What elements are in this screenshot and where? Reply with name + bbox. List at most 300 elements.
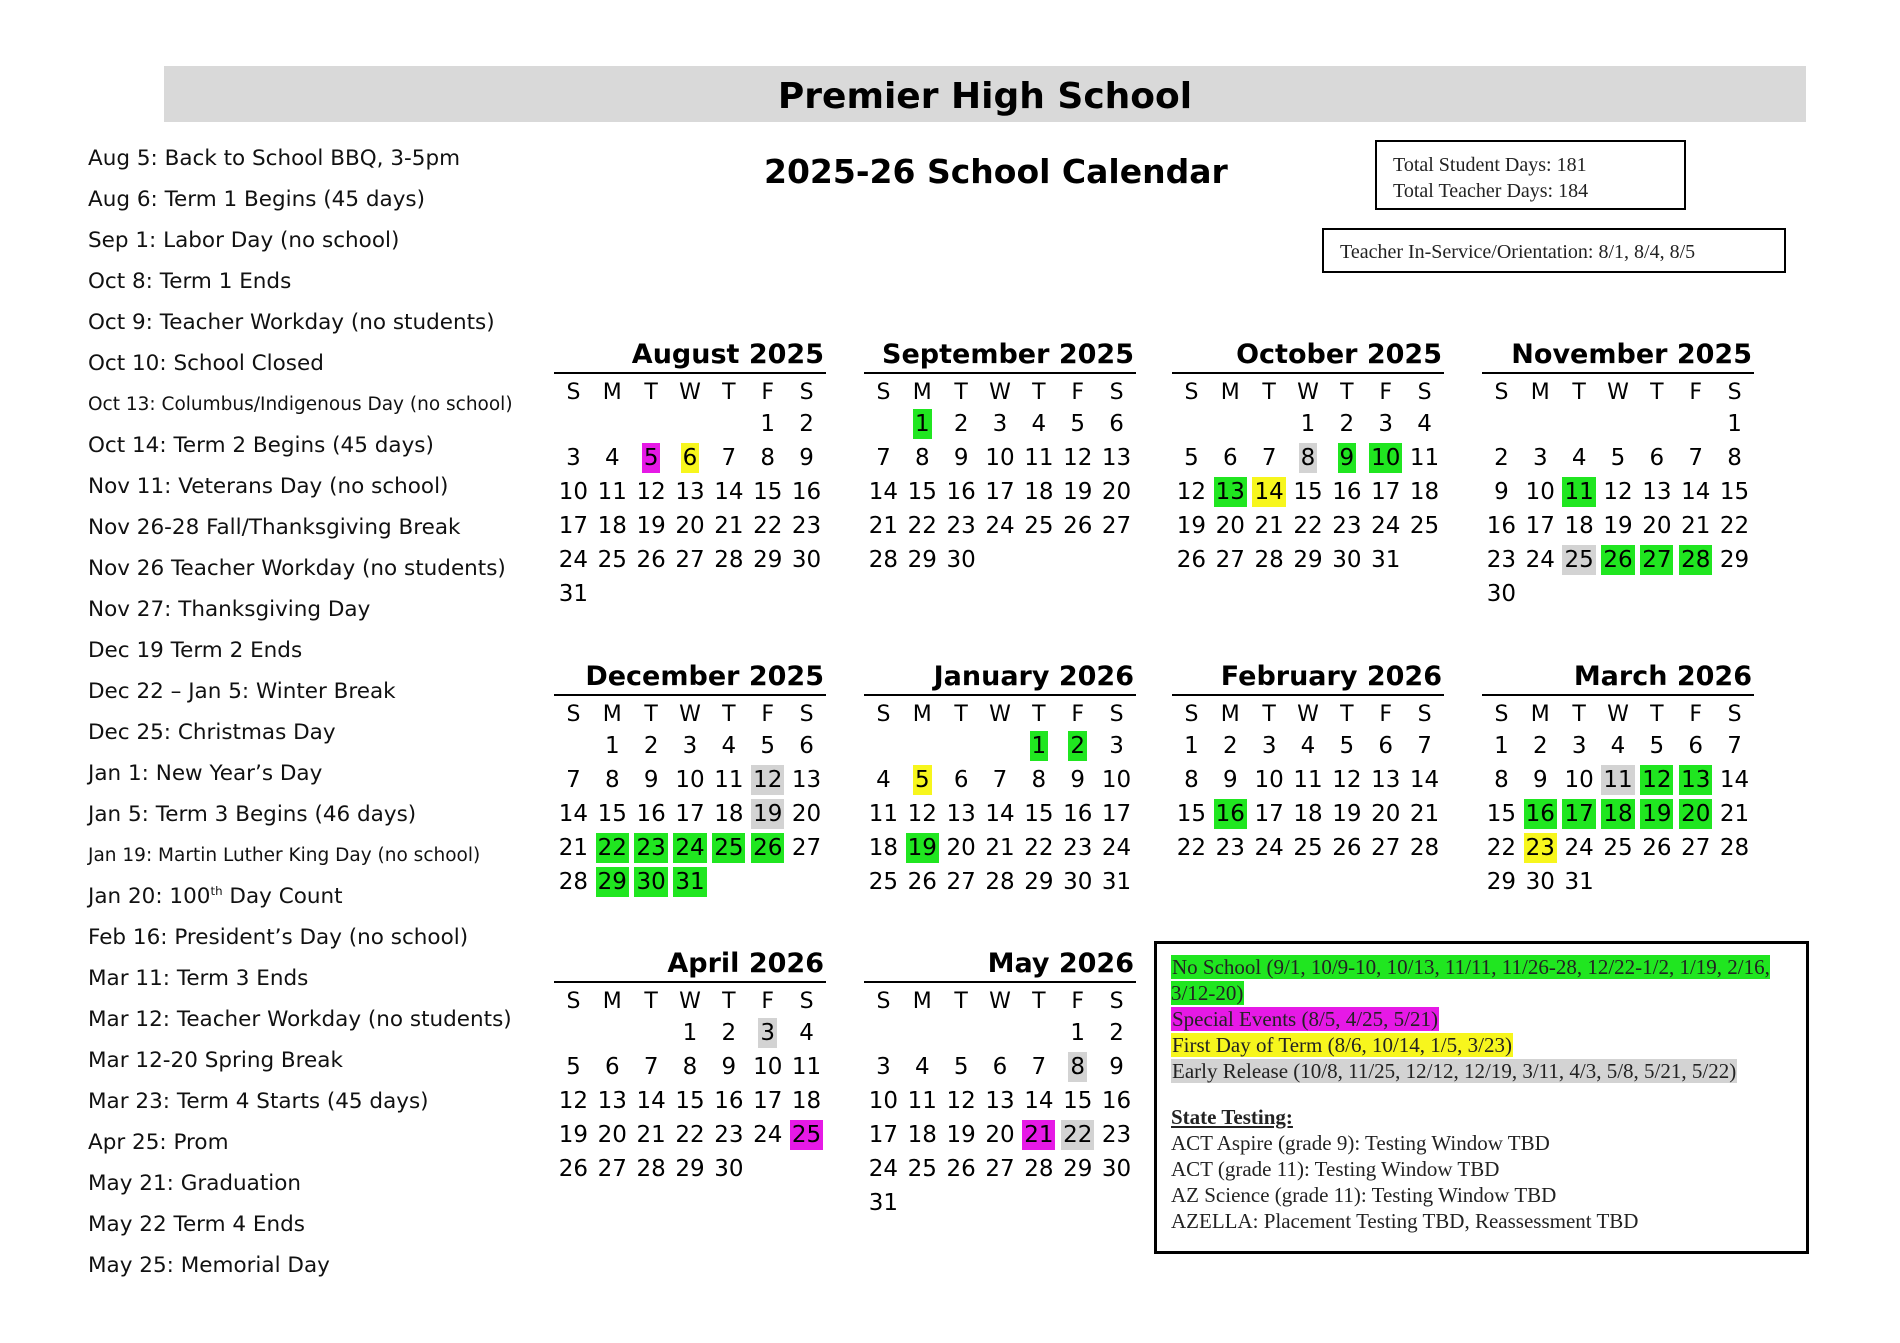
empty-cell [1599,407,1638,441]
day-cell: 21 [636,1122,666,1148]
empty-cell [864,1016,903,1050]
empty-cell [1482,407,1521,441]
day-cell: 19 [1063,479,1093,505]
weekday-header: W [989,702,1011,727]
day-cell: 29 [753,547,783,573]
empty-cell [981,1016,1020,1050]
day-cell: 25 [714,835,744,861]
weekday-header: T [954,380,968,405]
day-cell: 7 [1417,733,1432,759]
weekday-header: M [912,989,932,1014]
school-title: Premier High School [777,76,1193,117]
legend-no-school: No School (9/1, 10/9-10, 10/13, 11/11, 11/26-28, 12/22-1/2, 1/19, 2/16, 3/12-20) [1171,955,1770,1005]
day-cell: 22 [1024,835,1054,861]
weekday-header: T [1340,380,1354,405]
weekday-header: W [679,989,701,1014]
day-cell: 15 [1063,1088,1093,1114]
calendar-subtitle: 2025-26 School Calendar [764,152,1228,191]
day-cell: 28 [1254,547,1284,573]
day-cell: 4 [799,1020,814,1046]
day-cell: 6 [799,733,814,759]
day-cell: 25 [1603,835,1633,861]
day-cell: 7 [992,767,1008,793]
weekday-header: S [566,989,581,1014]
day-cell: 2 [1532,733,1548,759]
weekday-header: M [1220,702,1240,727]
day-cell: 16 [791,479,822,505]
day-cell: 25 [791,1122,822,1148]
day-cell: 10 [985,445,1015,471]
day-cell: 28 [1409,835,1440,861]
day-cell: 22 [675,1122,705,1148]
day-cell: 18 [1409,479,1440,505]
day-cell: 12 [946,1088,976,1114]
day-cell: 9 [643,767,659,793]
day-cell: 9 [1532,767,1548,793]
day-cell: 29 [1063,1156,1093,1182]
day-cell: 21 [1719,801,1750,827]
day-cell: 3 [682,733,698,759]
event-item: Aug 5: Back to School BBQ, 3-5pm [88,146,461,171]
title-banner [164,66,1806,122]
day-cell: 23 [1332,513,1362,539]
day-cell: 29 [1024,869,1054,895]
day-cell: 16 [1215,801,1245,827]
day-cell: 17 [675,801,705,827]
weekday-header: W [679,702,701,727]
weekday-header: M [912,380,932,405]
month-grid [1172,378,1444,577]
weekday-header: T [1650,702,1664,727]
weekday-header: T [644,380,658,405]
event-item: Nov 26 Teacher Workday (no students) [88,556,506,581]
event-item: Oct 13: Columbus/Indigenous Day (no school) [88,394,513,415]
month-grid [1482,700,1754,899]
day-cell: 15 [1024,801,1054,827]
empty-cell [554,1016,593,1050]
day-cell: 17 [753,1088,783,1114]
day-cell: 10 [753,1054,783,1080]
day-cell: 24 [753,1122,783,1148]
weekday-header: W [1607,380,1629,405]
month-title: March 2026 [1482,660,1754,696]
day-cell: 31 [675,869,705,895]
day-cell: 29 [675,1156,705,1182]
testing-line: AZ Science (grade 11): Testing Window TBD [1171,1183,1557,1207]
day-cell: 20 [597,1122,627,1148]
day-cell: 28 [1681,547,1711,573]
weekday-header: M [912,702,932,727]
day-cell: 23 [1486,547,1517,573]
day-cell: 25 [1409,513,1440,539]
weekday-header: S [1727,702,1742,727]
weekday-header: W [1297,380,1319,405]
day-cell: 20 [1215,513,1245,539]
weekday-header: T [954,702,968,727]
event-item: Dec 22 – Jan 5: Winter Break [88,679,396,704]
day-cell: 28 [636,1156,666,1182]
event-item: Jan 20: 100th Day Count [88,883,343,909]
day-cell: 22 [1063,1122,1093,1148]
day-cell: 28 [714,547,744,573]
day-cell: 5 [1070,411,1086,437]
empty-cell [593,1016,632,1050]
event-item: Mar 12-20 Spring Break [88,1048,343,1073]
day-cell: 12 [753,767,783,793]
empty-cell [1019,1016,1058,1050]
day-cell: 16 [1063,801,1093,827]
day-cell: 26 [1642,835,1672,861]
weekday-header: S [799,702,814,727]
event-item: May 25: Memorial Day [88,1253,330,1278]
day-cell: 25 [1564,547,1594,573]
weekday-header: T [1262,380,1276,405]
day-cell: 18 [791,1088,822,1114]
weekday-header: W [679,380,701,405]
weekday-header: M [602,989,622,1014]
weekday-header: S [1417,702,1432,727]
day-cell: 7 [1727,733,1742,759]
month-grid [554,700,826,899]
weekday-header: S [876,702,891,727]
month-calendar [1482,660,1754,899]
weekday-header: S [1109,702,1124,727]
day-cell: 19 [946,1122,976,1148]
day-cell: 15 [675,1088,705,1114]
empty-cell [671,407,710,441]
day-cell: 23 [1215,835,1245,861]
day-cell: 29 [597,869,627,895]
day-cell: 5 [760,733,776,759]
weekday-header: S [1184,702,1199,727]
day-cell: 1 [914,411,930,437]
empty-cell [632,407,671,441]
weekday-header: S [566,702,581,727]
event-item: Oct 14: Term 2 Begins (45 days) [88,433,434,458]
weekday-header: F [761,989,775,1014]
day-cell: 16 [714,1088,744,1114]
day-cell: 14 [1024,1088,1054,1114]
day-cell: 6 [1378,733,1394,759]
day-cell: 28 [1024,1156,1054,1182]
empty-cell [1560,407,1599,441]
day-cell: 13 [1681,767,1711,793]
day-cell: 27 [1215,547,1245,573]
day-cell: 5 [1649,733,1665,759]
day-cell: 17 [868,1122,899,1148]
day-cell: 15 [1293,479,1323,505]
day-cell: 6 [992,1054,1008,1080]
day-cell: 27 [597,1156,627,1182]
day-cell: 15 [597,801,627,827]
inservice-box [1322,228,1786,273]
day-cell: 12 [907,801,937,827]
month-title: October 2025 [1172,338,1444,374]
day-cell: 19 [558,1122,589,1148]
month-calendar [864,338,1136,577]
day-cell: 24 [1254,835,1284,861]
day-cell: 29 [1293,547,1323,573]
day-cell: 20 [1642,513,1672,539]
day-cell: 14 [985,801,1015,827]
day-cell: 12 [1176,479,1207,505]
weekday-header: M [1530,380,1550,405]
day-cell: 10 [1101,767,1132,793]
day-cell: 11 [714,767,744,793]
day-cell: 24 [675,835,705,861]
day-cell: 28 [1719,835,1750,861]
day-cell: 6 [604,1054,620,1080]
event-item: Apr 25: Prom [88,1130,229,1155]
day-cell: 5 [914,767,930,793]
legend-early-release: Early Release (10/8, 11/25, 12/12, 12/19, 3/11, 4/3, 5/8, 5/21, 5/22) [1172,1059,1737,1083]
weekday-header: F [1379,702,1393,727]
day-cell: 21 [1681,513,1711,539]
day-cell: 26 [946,1156,976,1182]
day-cell: 24 [558,547,589,573]
event-item: Oct 10: School Closed [88,351,324,376]
day-cell: 2 [643,733,659,759]
day-cell: 25 [1024,513,1054,539]
day-cell: 8 [1031,767,1047,793]
day-cell: 16 [1332,479,1362,505]
day-cell: 23 [1525,835,1555,861]
day-cell: 24 [868,1156,899,1182]
day-cell: 14 [868,479,899,505]
month-title: April 2026 [554,947,826,983]
day-cell: 26 [907,869,937,895]
weekday-header: S [1494,380,1509,405]
day-cell: 22 [597,835,627,861]
event-item: Nov 27: Thanksgiving Day [88,597,371,622]
day-cell: 8 [1300,445,1316,471]
weekday-header: S [1109,989,1124,1014]
day-cell: 27 [1681,835,1711,861]
day-cell: 23 [714,1122,744,1148]
event-item: Oct 9: Teacher Workday (no students) [88,310,495,335]
month-calendar [554,660,826,899]
day-cell: 22 [1486,835,1517,861]
day-cell: 9 [1109,1054,1124,1080]
day-cell: 10 [1525,479,1555,505]
day-cell: 30 [636,869,666,895]
day-cell: 4 [1610,733,1626,759]
weekday-header: T [1262,702,1276,727]
weekday-header: T [1340,702,1354,727]
event-item: Aug 6: Term 1 Begins (45 days) [88,187,426,212]
day-cell: 18 [714,801,744,827]
weekday-header: W [1297,702,1319,727]
weekday-header: T [1032,380,1046,405]
legend-first-day: First Day of Term (8/6, 10/14, 1/5, 3/23) [1172,1033,1512,1057]
weekday-header: F [1071,380,1085,405]
day-cell: 18 [597,513,627,539]
day-cell: 10 [1564,767,1594,793]
day-cell: 3 [1109,733,1124,759]
month-grid [1172,700,1444,865]
day-cell: 8 [1070,1054,1086,1080]
day-cell: 15 [1176,801,1207,827]
day-cell: 6 [1109,411,1124,437]
day-cell: 12 [1063,445,1093,471]
testing-line: ACT (grade 11): Testing Window TBD [1171,1157,1500,1181]
day-cell: 2 [721,1020,737,1046]
empty-cell [554,407,593,441]
day-cell: 24 [1525,547,1555,573]
day-cell: 13 [597,1088,627,1114]
day-cell: 9 [1070,767,1086,793]
day-cell: 7 [1688,445,1704,471]
day-cell: 17 [1371,479,1401,505]
day-cell: 11 [907,1088,937,1114]
day-cell: 31 [558,581,589,607]
day-cell: 4 [604,445,620,471]
day-cell: 21 [1254,513,1284,539]
day-cell: 2 [1222,733,1238,759]
weekday-header: S [1184,380,1199,405]
day-cell: 20 [1101,479,1132,505]
day-cell: 4 [1031,411,1047,437]
day-cell: 1 [760,411,776,437]
weekday-header: W [989,380,1011,405]
day-cell: 16 [1525,801,1555,827]
month-grid [1482,378,1754,611]
day-cell: 16 [1486,513,1517,539]
day-cell: 1 [1300,411,1316,437]
day-cell: 5 [1339,733,1355,759]
month-title: September 2025 [864,338,1136,374]
day-cell: 1 [1727,411,1742,437]
day-cell: 8 [1727,445,1742,471]
day-cell: 2 [1070,733,1086,759]
day-cell: 21 [558,835,589,861]
event-item: Nov 11: Veterans Day (no school) [88,474,449,499]
day-cell: 6 [1222,445,1238,471]
day-cell: 26 [753,835,783,861]
day-cell: 19 [636,513,666,539]
day-cell: 9 [721,1054,737,1080]
day-cell: 17 [1101,801,1132,827]
day-cell: 2 [953,411,969,437]
day-cell: 30 [946,547,976,573]
day-cell: 4 [1300,733,1316,759]
day-cell: 7 [566,767,581,793]
event-item: May 21: Graduation [88,1171,302,1196]
day-cell: 19 [1332,801,1362,827]
day-cell: 11 [1024,445,1054,471]
day-cell: 21 [868,513,899,539]
day-cell: 26 [1176,547,1207,573]
day-cell: 30 [1101,1156,1132,1182]
day-cell: 10 [1371,445,1401,471]
day-cell: 11 [1603,767,1633,793]
day-cell: 26 [1063,513,1093,539]
day-cell: 16 [946,479,976,505]
day-cell: 18 [1564,513,1594,539]
day-cell: 13 [791,767,822,793]
day-cell: 27 [675,547,705,573]
event-item: Dec 19 Term 2 Ends [88,638,303,663]
events-list [88,142,528,1290]
weekday-header: F [761,702,775,727]
day-cell: 3 [876,1054,891,1080]
day-cell: 11 [868,801,899,827]
weekday-header: S [876,989,891,1014]
weekday-header: T [644,989,658,1014]
day-cell: 15 [1486,801,1517,827]
day-cell: 4 [1417,411,1432,437]
event-item: May 22 Term 4 Ends [88,1212,305,1237]
day-cell: 8 [682,1054,698,1080]
day-cell: 1 [682,1020,698,1046]
weekday-header: T [722,989,736,1014]
day-cell: 15 [753,479,783,505]
day-cell: 16 [1101,1088,1132,1114]
day-cell: 22 [753,513,783,539]
weekday-header: F [1689,702,1703,727]
day-cell: 9 [1339,445,1355,471]
day-cell: 12 [636,479,666,505]
day-cell: 15 [1719,479,1750,505]
day-cell: 1 [1494,733,1509,759]
month-grid [864,378,1136,577]
weekday-header: T [722,702,736,727]
day-cell: 8 [1184,767,1199,793]
day-cell: 30 [714,1156,744,1182]
empty-cell [1211,407,1250,441]
day-cell: 30 [1486,581,1517,607]
weekday-header: S [1494,702,1509,727]
day-cell: 4 [876,767,891,793]
day-cell: 17 [985,479,1015,505]
inservice-text: Teacher In-Service/Orientation: 8/1, 8/4, 8/5 [1340,241,1696,263]
day-cell: 7 [643,1054,659,1080]
weekday-header: T [1032,702,1046,727]
day-cell: 21 [714,513,744,539]
day-cell: 8 [914,445,930,471]
day-cell: 19 [907,835,937,861]
day-cell: 9 [1494,479,1509,505]
day-cell: 11 [1409,445,1440,471]
day-cell: 10 [868,1088,899,1114]
event-item: Mar 12: Teacher Workday (no students) [88,1007,512,1032]
month-grid [554,378,826,611]
month-calendar [1482,338,1754,611]
weekday-header: F [1071,989,1085,1014]
weekday-header: M [602,380,622,405]
weekday-header: T [1032,989,1046,1014]
day-cell: 21 [985,835,1015,861]
weekday-header: S [876,380,891,405]
day-cell: 20 [1681,801,1711,827]
day-cell: 24 [1371,513,1401,539]
month-calendar [864,660,1136,899]
month-calendar [1172,660,1444,865]
day-cell: 26 [1332,835,1362,861]
day-cell: 23 [1063,835,1093,861]
day-cell: 23 [1101,1122,1132,1148]
day-cell: 25 [907,1156,937,1182]
day-cell: 29 [1719,547,1750,573]
day-cell: 18 [907,1122,937,1148]
day-cell: 18 [1024,479,1054,505]
weekday-header: F [1071,702,1085,727]
day-cell: 31 [868,1190,899,1216]
weekday-header: S [799,989,814,1014]
weekday-header: W [989,989,1011,1014]
event-item: Oct 8: Term 1 Ends [88,269,292,294]
weekday-header: W [1607,702,1629,727]
